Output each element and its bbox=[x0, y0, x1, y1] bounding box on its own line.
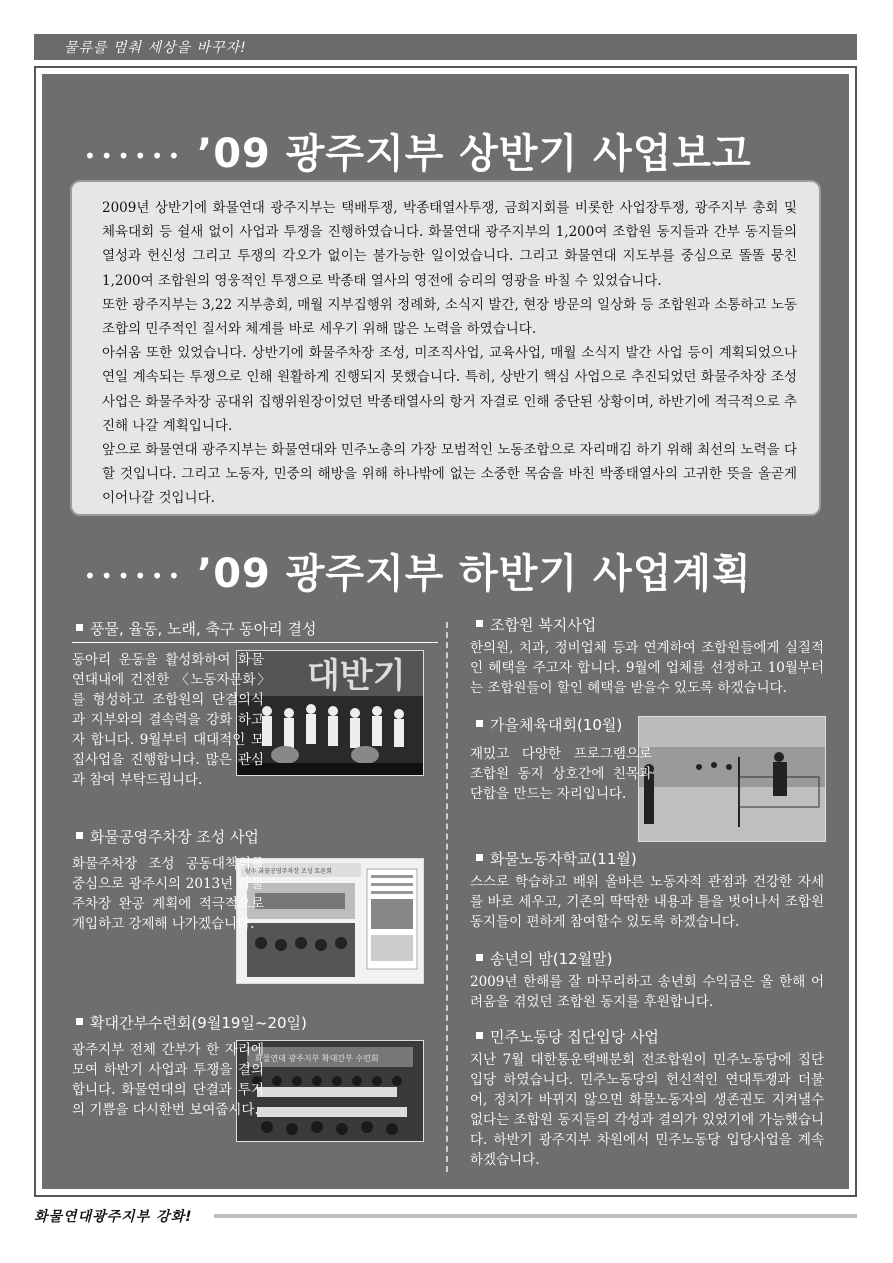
report-title: ’09 광주지부 상반기 사업보고 bbox=[197, 131, 752, 177]
section-title-yearend: 송년의 밤(12월말) bbox=[476, 948, 613, 969]
section-title-school: 화물노동자학교(11월) bbox=[476, 848, 637, 869]
section-title-parking: 화물공영주차장 조성 사업 bbox=[76, 826, 259, 847]
bullet-square-icon bbox=[476, 854, 483, 861]
heading-dots: •••••• bbox=[84, 564, 185, 588]
section-body-club: 동아리 운동을 활성화하여 화물연대내에 건전한 〈노동자문화〉를 형성하고 조합원의 단결의식과 지부와의 결속력을 강화 하고자 합니다. 9월부터 대대적인 모집사업을 진행합니다. 많은 관심과 참여 부탁드립니다. bbox=[72, 652, 264, 788]
report-paragraph: 아쉬움 또한 있었습니다. 상반기에 화물주차장 조성, 미조직사업, 교육사업, 매월 소식지 발간 사업 등이 계획되었으나 연일 계속되는 투쟁으로 인해 원활하게 진행되지 못했습니다. 특히, 상반기 핵심 사업으로 추진되었던 화물주차장 조성 사업은 화물주차장 공대위 집행위원장이었던 박종태열사의 항거 자결로 인해 중단된 상황이며, 하반기에 적극적으로 추진해 나갈 계획입니다. bbox=[102, 345, 797, 434]
section-title-retreat: 확대간부수련회(9월19일~20일) bbox=[76, 1012, 307, 1033]
plan-title: ’09 광주지부 하반기 사업계획 bbox=[197, 551, 752, 597]
section-title-sports: 가을체육대회(10월) bbox=[476, 714, 622, 735]
report-paragraph: 2009년 상반기에 화물연대 광주지부는 택배투쟁, 박종태열사투쟁, 금희지회를 비롯한 사업장투쟁, 광주지부 총회 및 체육대회 등 쉴새 없이 사업과 투쟁을 진행하였습니다. 화물연대 광주지부의 1,200여 조합원 동지들과 간부 동지들의 열성과 헌신성 그리고 투쟁의 각오가 없이는 불가능한 일이었습니다. 그리고 화물연대 지도부를 중심으로 똘똘 뭉친 1,200여 조합원의 영웅적인 투쟁으로 박종태 열사의 영전에 승리의 영광을 바칠 수 있었습니다. bbox=[102, 200, 797, 289]
report-paragraph: 또한 광주지부는 3,22 지부총회, 매월 지부집행위 정례화, 소식지 발간, 현장 방문의 일상화 등 조합원과 소통하고 노동조합의 민주적인 질서와 체계를 바로 세우기 위해 많은 노력을 하였습니다. bbox=[102, 296, 797, 338]
section-underline bbox=[72, 642, 438, 643]
section-body-school: 스스로 학습하고 배워 올바른 노동자적 관점과 건강한 자세를 바로 세우고, 기존의 딱딱한 내용과 틀을 벗어나서 조합원 동지들이 편하게 참여할수 있도록 하겠습니다. bbox=[470, 874, 824, 930]
section-body-welfare: 한의원, 치과, 정비업체 등과 연계하여 조합원들에게 실질적인 혜택을 주고자 합니다. 9월에 업체를 선정하고 10월부터는 조합원들이 할인 혜택을 받을수 있도록 하겠습니다. bbox=[470, 640, 824, 696]
content-panel bbox=[42, 74, 849, 1189]
bullet-square-icon bbox=[476, 720, 483, 727]
bullet-square-icon bbox=[476, 1032, 483, 1039]
section-body-yearend: 2009년 한해를 잘 마무리하고 송년회 수익금은 올 한해 어려움을 겪었던 조합원 동지를 후원합니다. bbox=[470, 974, 824, 1010]
bullet-square-icon bbox=[76, 624, 83, 631]
section-body-retreat: 광주지부 전체 간부가 한 자리에 모여 하반기 사업과 투쟁을 결의합니다. 화물연대의 단결과 투지의 기쁨을 다시한번 보여줍시다. bbox=[72, 1042, 264, 1118]
section-body-party: 지난 7월 대한통운택배분회 전조합원이 민주노동당에 집단입당 하였습니다. 민주노동당의 헌신적인 연대투쟁과 더불어, 정치가 바뀌지 않으면 화물노동자의 생존권도 지켜낼수 없다는 조합원 동지들의 각성과 결의가 있었기에 가능했습니다. 하반기 광주지부 차원에서 민주노동당 입당사업을 계속 하겠습니다. bbox=[470, 1052, 824, 1168]
meeting-banner-text: 화물연대 광주지부 확대간부 수련회 bbox=[255, 1054, 379, 1063]
heading-dots: •••••• bbox=[84, 144, 185, 168]
footer-slogan: 화물연대광주지부 강화! bbox=[34, 1209, 193, 1225]
report-paragraph: 앞으로 화물연대 광주지부는 화물연대와 민주노총의 가장 모범적인 노동조합으로 자리매김 하기 위해 최선의 노력을 다할 것입니다. 그리고 노동자, 민중의 해방을 위해 하나밖에 없는 소중한 목숨을 바친 박종태열사의 고귀한 뜻을 올곧게 이어나갈 것입니다. bbox=[102, 442, 797, 507]
report-box bbox=[70, 180, 821, 516]
column-divider bbox=[446, 622, 448, 1172]
report-text bbox=[102, 196, 797, 511]
bullet-square-icon bbox=[76, 832, 83, 839]
section-title-party: 민주노동당 집단입당 사업 bbox=[476, 1026, 659, 1047]
section-body-sports: 재밌고 다양한 프로그램으로 조합원 동지 상호간에 친목과 단합을 만드는 자리입니다. bbox=[470, 746, 652, 802]
report-heading bbox=[42, 114, 849, 184]
plan-heading bbox=[42, 534, 849, 604]
footer-rule bbox=[214, 1214, 857, 1218]
bullet-square-icon bbox=[76, 1018, 83, 1025]
bullet-square-icon bbox=[476, 620, 483, 627]
header-slogan: 물류를 멈춰 세상을 바꾸자! bbox=[64, 40, 247, 56]
bullet-square-icon bbox=[476, 954, 483, 961]
section-title-welfare: 조합원 복지사업 bbox=[476, 614, 596, 635]
forum-banner-text: 광주 화물공영주차장 조성 토론회 bbox=[245, 868, 332, 875]
section-body-parking: 화물주차장 조성 공동대책위를 중심으로 광주시의 2013년 화물주차장 완공 계획에 적극적으로 개입하고 강제해 나가겠습니다. bbox=[72, 856, 264, 932]
banner-text: 대반기 bbox=[307, 656, 406, 696]
header-bar bbox=[34, 34, 857, 60]
section-title-club: 풍물, 율동, 노래, 축구 동아리 결성 bbox=[76, 618, 317, 639]
